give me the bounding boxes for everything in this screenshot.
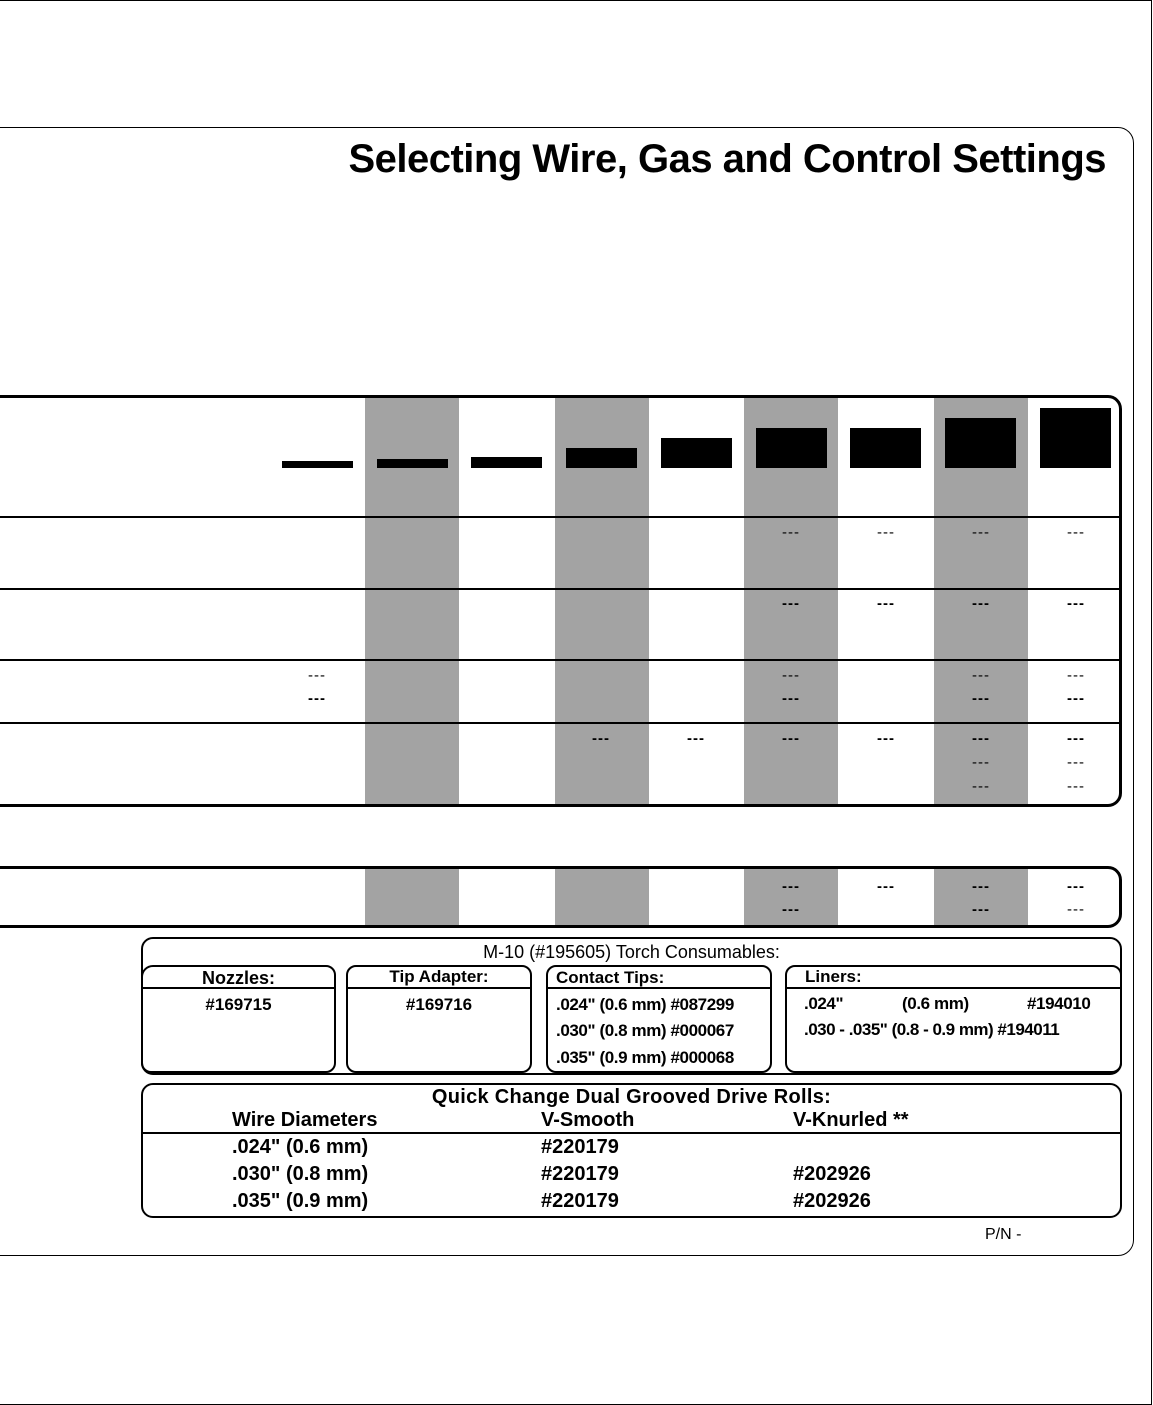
empty-cell: --- bbox=[1067, 730, 1085, 747]
empty-cell: --- bbox=[1067, 778, 1085, 795]
empty-cell: --- bbox=[972, 690, 990, 707]
liner-item: .030 - .035" (0.8 - 0.9 mm) #194011 bbox=[804, 1020, 1060, 1039]
empty-cell: --- bbox=[972, 878, 990, 895]
thickness-bar bbox=[850, 428, 921, 468]
empty-cell: --- bbox=[782, 690, 800, 707]
part-number: P/N - bbox=[985, 1226, 1022, 1243]
row-divider bbox=[0, 659, 1119, 661]
v-smooth-part: #220179 bbox=[541, 1136, 619, 1158]
empty-cell: --- bbox=[877, 730, 895, 747]
tip-adapter-label: Tip Adapter: bbox=[389, 967, 489, 986]
empty-cell: --- bbox=[782, 730, 800, 747]
column-header-smooth: V-Smooth bbox=[541, 1109, 635, 1131]
empty-cell: --- bbox=[782, 595, 800, 612]
tip-adapter-divider bbox=[346, 987, 532, 989]
empty-cell: --- bbox=[972, 667, 990, 684]
v-knurled-part: #202926 bbox=[793, 1190, 871, 1212]
shaded-column bbox=[365, 869, 459, 925]
column-header-wire: Wire Diameters bbox=[232, 1109, 378, 1131]
thickness-bar bbox=[471, 457, 542, 468]
thickness-bar bbox=[1040, 408, 1111, 468]
liner-size: .024" bbox=[804, 994, 844, 1013]
v-smooth-part: #220179 bbox=[541, 1190, 619, 1212]
page-title: Selecting Wire, Gas and Control Settings bbox=[348, 137, 1106, 181]
empty-cell: --- bbox=[1067, 754, 1085, 771]
settings-table bbox=[0, 395, 1122, 807]
empty-cell: --- bbox=[1067, 667, 1085, 684]
column-header-knurled: V-Knurled ** bbox=[793, 1109, 909, 1131]
empty-cell: --- bbox=[972, 754, 990, 771]
thickness-bar bbox=[566, 448, 637, 468]
contact-tips-label: Contact Tips: bbox=[556, 968, 665, 987]
nozzles-label: Nozzles: bbox=[201, 968, 275, 988]
row-divider bbox=[0, 722, 1119, 724]
empty-cell: --- bbox=[877, 595, 895, 612]
empty-cell: --- bbox=[972, 778, 990, 795]
v-smooth-part: #220179 bbox=[541, 1163, 619, 1185]
empty-cell: --- bbox=[782, 667, 800, 684]
empty-cell: --- bbox=[782, 878, 800, 895]
thickness-bar bbox=[661, 438, 732, 468]
empty-cell: --- bbox=[687, 730, 705, 747]
empty-cell: --- bbox=[972, 730, 990, 747]
liners-label: Liners: bbox=[805, 967, 862, 986]
thickness-bar bbox=[282, 461, 353, 468]
wire-diameter: .030" (0.8 mm) bbox=[232, 1163, 369, 1185]
empty-cell: --- bbox=[972, 524, 990, 541]
drive-rolls-title: Quick Change Dual Grooved Drive Rolls: bbox=[431, 1086, 832, 1108]
empty-cell: --- bbox=[1067, 524, 1085, 541]
row-divider bbox=[0, 588, 1119, 590]
liner-part: #194010 bbox=[1027, 994, 1091, 1013]
liners-divider bbox=[785, 987, 1122, 989]
empty-cell: --- bbox=[1067, 690, 1085, 707]
empty-cell: --- bbox=[1067, 595, 1085, 612]
empty-cell: --- bbox=[308, 690, 326, 707]
empty-cell: --- bbox=[308, 667, 326, 684]
liner-mm: (0.6 mm) bbox=[902, 994, 969, 1013]
secondary-table bbox=[0, 866, 1122, 928]
drive-rolls-divider bbox=[143, 1132, 1120, 1134]
empty-cell: --- bbox=[972, 901, 990, 918]
empty-cell: --- bbox=[782, 901, 800, 918]
wire-diameter: .024" (0.6 mm) bbox=[232, 1136, 369, 1158]
thickness-bar bbox=[756, 428, 827, 468]
consumables-title: M-10 (#195605) Torch Consumables: bbox=[483, 942, 780, 962]
wire-diameter: .035" (0.9 mm) bbox=[232, 1190, 369, 1212]
contact-tip-item: .035" (0.9 mm) #000068 bbox=[556, 1048, 734, 1067]
row-divider bbox=[0, 516, 1119, 518]
empty-cell: --- bbox=[1067, 878, 1085, 895]
thickness-bar bbox=[945, 418, 1016, 468]
contact-tip-item: .030" (0.8 mm) #000067 bbox=[556, 1021, 734, 1040]
v-knurled-part: #202926 bbox=[793, 1163, 871, 1185]
empty-cell: --- bbox=[782, 524, 800, 541]
shaded-column bbox=[555, 869, 649, 925]
empty-cell: --- bbox=[877, 878, 895, 895]
tip-adapter-value: #169716 bbox=[405, 995, 473, 1014]
nozzles-value: #169715 bbox=[205, 995, 272, 1014]
empty-cell: --- bbox=[877, 524, 895, 541]
empty-cell: --- bbox=[972, 595, 990, 612]
thickness-bar bbox=[377, 459, 448, 468]
empty-cell: --- bbox=[592, 730, 610, 747]
contact-tip-item: .024" (0.6 mm) #087299 bbox=[556, 995, 734, 1014]
empty-cell: --- bbox=[1067, 901, 1085, 918]
